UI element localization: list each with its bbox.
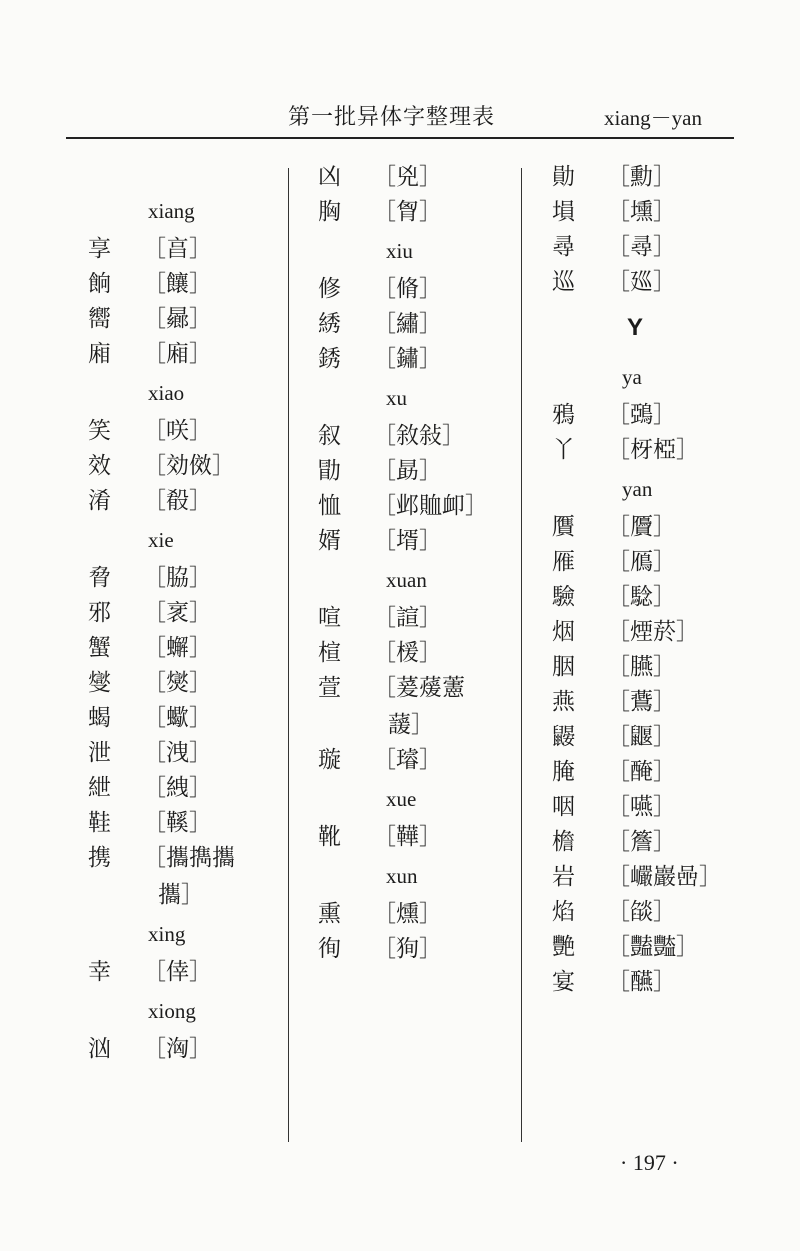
variant-forms: ［燄］ (607, 899, 676, 925)
headword: 鼹 (552, 724, 575, 750)
variant-forms: ［鏽］ (373, 346, 442, 372)
section (88, 519, 318, 913)
variant-forms: ［勗］ (373, 458, 442, 484)
variant-forms: ［諠］ (373, 605, 442, 631)
headword: 靴 (318, 824, 341, 850)
pinyin-heading: xiu (386, 239, 413, 263)
variant-forms-continued: 攜］ (158, 882, 204, 908)
headword: 嚮 (88, 306, 111, 332)
variant-forms: ［鵶］ (607, 402, 676, 428)
variant-forms: ［鞾］ (373, 824, 442, 850)
variant-forms: ［兇］ (373, 164, 442, 190)
dictionary-entry (552, 965, 782, 1000)
variant-forms: ［璿］ (373, 747, 442, 773)
headword: 綉 (318, 311, 341, 337)
pinyin-heading: ya (622, 365, 642, 389)
headword: 驗 (552, 584, 575, 610)
headword: 凶 (318, 164, 341, 190)
headword: 餉 (88, 271, 111, 297)
headword: 廂 (88, 341, 111, 367)
headword: 勛 (552, 164, 575, 190)
headword: 咽 (552, 794, 575, 820)
headword: 烟 (552, 619, 575, 645)
headword: 蝎 (88, 705, 111, 731)
variant-forms: ［脩］ (373, 276, 442, 302)
dictionary-entry (552, 160, 782, 195)
dictionary-entry (318, 489, 548, 524)
headword: 檐 (552, 829, 575, 855)
variant-forms: ［絏］ (143, 775, 212, 801)
pinyin-heading: xiong (148, 999, 196, 1023)
headword: 恤 (318, 493, 341, 519)
dictionary-entry (88, 449, 318, 484)
variant-forms: ［贗］ (607, 514, 676, 540)
dictionary-entry (88, 841, 318, 913)
dictionary-entry (318, 342, 548, 377)
variant-forms: ［燻］ (373, 901, 442, 927)
dictionary-entry (88, 596, 318, 631)
headword: 銹 (318, 346, 341, 372)
variant-forms: ［尋］ (607, 234, 676, 260)
headword: 邪 (88, 600, 111, 626)
variant-forms: ［醃］ (607, 759, 676, 785)
variant-forms: ［殽］ (143, 488, 212, 514)
headword: 脅 (88, 565, 111, 591)
headword: 勖 (318, 458, 341, 484)
headword: 徇 (318, 936, 341, 962)
dictionary-entry (88, 302, 318, 337)
dictionary-entry (318, 307, 548, 342)
variant-forms: ［洩］ (143, 740, 212, 766)
dictionary-entry (88, 736, 318, 771)
dictionary-entry (318, 195, 548, 230)
dictionary-entry (88, 337, 318, 372)
headword: 幸 (88, 959, 111, 985)
headword: 燕 (552, 689, 575, 715)
dictionary-entry (552, 230, 782, 265)
variant-forms: ［亯］ (143, 236, 212, 262)
headword: 巡 (552, 269, 575, 295)
dictionary-entry (88, 701, 318, 736)
dictionary-entry (552, 790, 782, 825)
dictionary-entry (318, 932, 548, 967)
running-header-range: xiang－yan (604, 106, 702, 130)
headword: 艷 (552, 934, 575, 960)
headword: 楦 (318, 640, 341, 666)
variant-forms: ［敘敍］ (373, 423, 465, 449)
variant-forms: ［衺］ (143, 600, 212, 626)
pinyin-heading: xuan (386, 568, 427, 592)
dictionary-entry (318, 272, 548, 307)
pinyin-heading: xiang (148, 199, 195, 223)
variant-forms: ［廂］ (143, 341, 212, 367)
section (88, 190, 318, 372)
dictionary-entry (318, 820, 548, 855)
headword: 效 (88, 453, 111, 479)
dictionary-entry (318, 743, 548, 778)
dictionary-entry (552, 195, 782, 230)
headword: 尋 (552, 234, 575, 260)
headword: 鞋 (88, 810, 111, 836)
headword: 贋 (552, 514, 575, 540)
variant-forms: ［攜擕攜 (143, 845, 235, 871)
section (88, 990, 318, 1067)
variant-forms: ［脇］ (143, 565, 212, 591)
variant-forms: ［胷］ (373, 199, 442, 225)
variant-forms: ［邺賉卹］ (373, 493, 488, 519)
pinyin-heading: xue (386, 787, 417, 811)
pinyin-heading: yan (622, 477, 653, 501)
variant-forms: ［爕］ (143, 670, 212, 696)
headword: 修 (318, 276, 341, 302)
pinyin-heading: xu (386, 386, 407, 410)
variant-forms: ［壎］ (607, 199, 676, 225)
variant-forms: ［萲蕿藼 (373, 675, 465, 701)
dictionary-entry (552, 398, 782, 433)
running-header-title: 第一批异体字整理表 (288, 105, 496, 130)
headword: 紲 (88, 775, 111, 801)
header-rule (66, 137, 734, 139)
headword: 丫 (552, 437, 575, 463)
headword: 婿 (318, 528, 341, 554)
variant-forms: ［巗巖喦］ (607, 864, 722, 890)
page-number: · 197 · (620, 1150, 679, 1175)
dictionary-entry (552, 860, 782, 895)
variant-forms: ［醼］ (607, 969, 676, 995)
headword: 享 (88, 236, 111, 262)
column-1 (88, 160, 318, 1067)
headword: 喧 (318, 605, 341, 631)
variant-forms: ［効傚］ (143, 453, 235, 479)
headword: 泄 (88, 740, 111, 766)
variant-forms: ［廵］ (607, 269, 676, 295)
variant-forms: ［簷］ (607, 829, 676, 855)
pinyin-heading: xiao (148, 381, 185, 405)
section (318, 377, 548, 559)
variant-forms: ［鼴］ (607, 724, 676, 750)
dictionary-entry (552, 615, 782, 650)
section (318, 160, 548, 230)
dictionary-entry (552, 265, 782, 300)
variant-forms: ［蠏］ (143, 635, 212, 661)
dictionary-entry (88, 267, 318, 302)
dictionary-entry (88, 631, 318, 666)
variant-forms: ［蠍］ (143, 705, 212, 731)
variant-forms: ［壻］ (373, 528, 442, 554)
variant-forms: ［嚥］ (607, 794, 676, 820)
dictionary-entry (552, 580, 782, 615)
dictionary-entry (552, 720, 782, 755)
headword: 璇 (318, 747, 341, 773)
headword: 雁 (552, 549, 575, 575)
dictionary-entry (88, 771, 318, 806)
variant-forms: ［枒椏］ (607, 437, 699, 463)
column-2 (318, 160, 548, 967)
headword: 燮 (88, 670, 111, 696)
dictionary-entry (552, 510, 782, 545)
dictionary-entry (552, 545, 782, 580)
headword: 宴 (552, 969, 575, 995)
section (552, 468, 782, 1000)
dictionary-entry (88, 561, 318, 596)
headword: 腌 (552, 759, 575, 785)
section (318, 855, 548, 967)
headword: 笑 (88, 418, 111, 444)
dictionary-entry (88, 232, 318, 267)
letter-heading: Y (627, 314, 644, 341)
variant-forms: ［楥］ (373, 640, 442, 666)
headword: 焰 (552, 899, 575, 925)
section (318, 559, 548, 778)
headword: 汹 (88, 1036, 111, 1062)
section (552, 356, 782, 468)
variant-forms: ［臙］ (607, 654, 676, 680)
dictionary-entry (88, 484, 318, 519)
dictionary-entry (318, 160, 548, 195)
dictionary-entry (88, 414, 318, 449)
variant-forms: ［鴈］ (607, 549, 676, 575)
variant-forms: ［鷰］ (607, 689, 676, 715)
variant-forms: ［勳］ (607, 164, 676, 190)
pinyin-heading: xun (386, 864, 418, 888)
headword: 胭 (552, 654, 575, 680)
section (552, 300, 782, 356)
dictionary-entry (88, 1032, 318, 1067)
dictionary-entry (88, 806, 318, 841)
variant-forms: ［煙菸］ (607, 619, 699, 645)
variant-forms: ［鞵］ (143, 810, 212, 836)
variant-forms: ［倖］ (143, 959, 212, 985)
section (88, 372, 318, 519)
variant-forms: ［咲］ (143, 418, 212, 444)
headword: 携 (88, 845, 111, 871)
dictionary-entry (552, 650, 782, 685)
headword: 萱 (318, 675, 341, 701)
headword: 熏 (318, 901, 341, 927)
variant-forms: ［騐］ (607, 584, 676, 610)
dictionary-entry (88, 955, 318, 990)
pinyin-heading: xie (148, 528, 174, 552)
headword: 胸 (318, 199, 341, 225)
dictionary-entry (552, 825, 782, 860)
variant-forms: ［狥］ (373, 936, 442, 962)
headword: 塤 (552, 199, 575, 225)
dictionary-entry (318, 897, 548, 932)
dictionary-entry (318, 636, 548, 671)
variant-forms: ［豔豓］ (607, 934, 699, 960)
headword: 鴉 (552, 402, 575, 428)
dictionary-entry (318, 671, 548, 743)
variant-forms: ［洶］ (143, 1036, 212, 1062)
dictionary-entry (318, 601, 548, 636)
headword: 蟹 (88, 635, 111, 661)
variant-forms: ［饟］ (143, 271, 212, 297)
dictionary-entry (552, 433, 782, 468)
pinyin-heading: xing (148, 922, 186, 946)
dictionary-entry (552, 685, 782, 720)
section (318, 230, 548, 377)
section (552, 160, 782, 300)
dictionary-entry (552, 895, 782, 930)
dictionary-entry (318, 454, 548, 489)
headword: 叙 (318, 423, 341, 449)
dictionary-entry (552, 930, 782, 965)
dictionary-entry (318, 419, 548, 454)
section (318, 778, 548, 855)
variant-forms: ［繡］ (373, 311, 442, 337)
headword: 淆 (88, 488, 111, 514)
section (88, 913, 318, 990)
variant-forms-continued: 蘐］ (388, 712, 434, 738)
dictionary-entry (552, 755, 782, 790)
dictionary-entry (318, 524, 548, 559)
variant-forms: ［曏］ (143, 306, 212, 332)
column-3 (552, 160, 782, 1000)
headword: 岩 (552, 864, 575, 890)
dictionary-entry (88, 666, 318, 701)
section (88, 160, 318, 190)
